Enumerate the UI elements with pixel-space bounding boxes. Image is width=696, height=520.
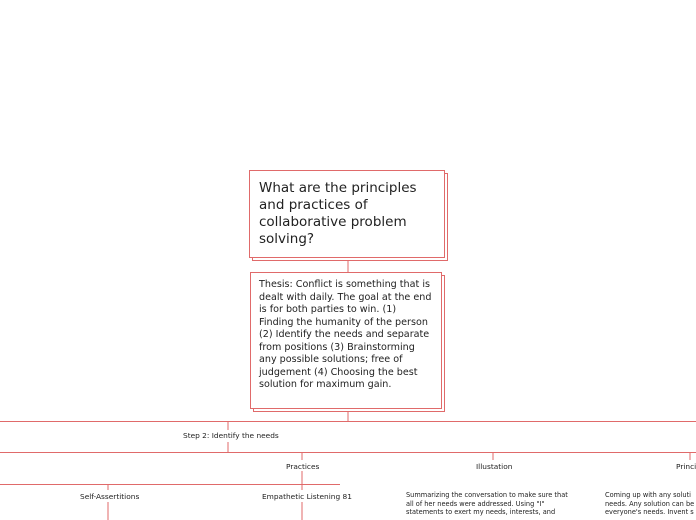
- illustration-text-line: Summarizing the conversation to make sure that: [406, 491, 568, 499]
- root-topic-node[interactable]: [249, 170, 445, 258]
- illustration-node[interactable]: Illustation: [476, 462, 513, 471]
- principles-text-line: everyone's needs. Invent s: [605, 508, 694, 517]
- principles-text-line: Coming up with any soluti: [605, 491, 692, 499]
- illustration-text-node[interactable]: [406, 491, 586, 517]
- root-topic-text: What are the principles and practices of collaborative problem solving?: [259, 180, 417, 247]
- empathetic-listening-node[interactable]: Empathetic Listening 81: [262, 492, 352, 501]
- thesis-text: Thesis: Conflict is something that is dealt with daily. The goal at the end is for both parties to win. (1) Finding the humanity of the person (2) Identify the needs and separate from positions (3) Brainstorming any possible solutions; free of judgement (4) Choosing the best solution for maximum gain.: [259, 279, 432, 390]
- principles-text-node[interactable]: [605, 491, 696, 517]
- thesis-node[interactable]: [250, 272, 442, 409]
- principles-node[interactable]: Princi: [676, 462, 696, 471]
- illustration-text-line: statements to exert my needs, interests, and: [406, 508, 556, 517]
- self-assertions-node[interactable]: Self-Assertitions: [80, 492, 140, 501]
- principles-text-line: needs. Any solution can be: [605, 499, 695, 508]
- practices-node[interactable]: Practices: [286, 462, 320, 471]
- illustration-text-line: all of her needs were addressed. Using "I": [406, 499, 545, 508]
- step2-node[interactable]: Step 2: Identify the needs: [183, 431, 279, 440]
